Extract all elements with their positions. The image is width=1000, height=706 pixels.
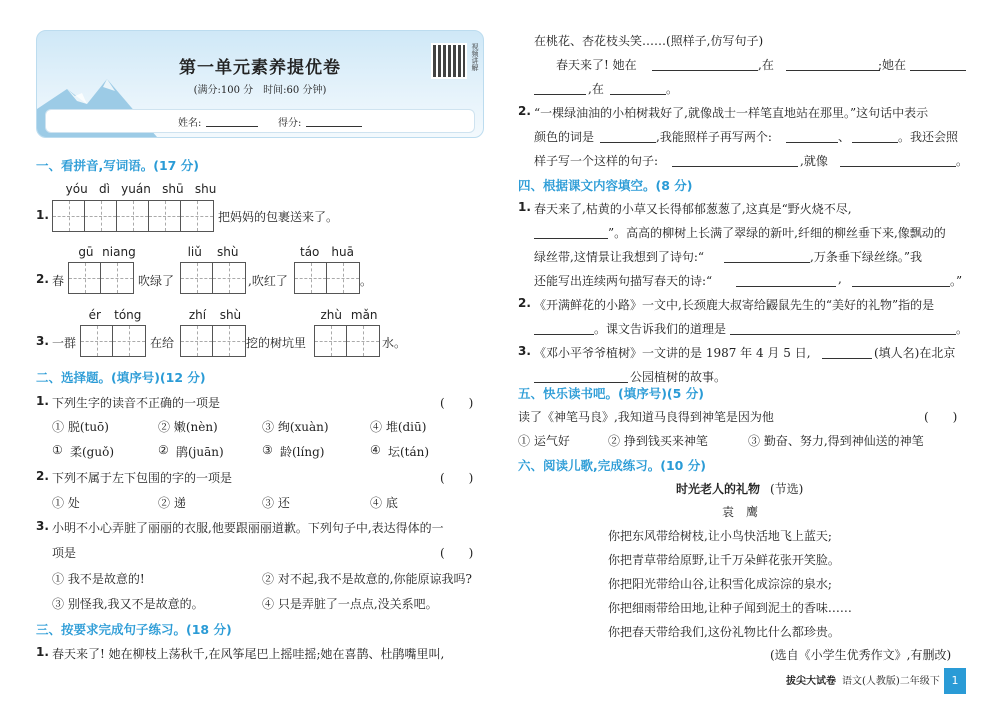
pinyin: yuán: [121, 182, 151, 196]
page-number: 1: [944, 668, 966, 694]
exam-meta: (满分:100 分 时间:60 分钟): [193, 85, 327, 96]
s3-q2-text2c: 、: [838, 130, 851, 144]
s4-q1-l2: ”。高高的柳树上长满了翠绿的新叶,纤细的柳丝垂下来,像飘动的: [608, 226, 946, 240]
s1-q3-grid-2[interactable]: [180, 325, 246, 357]
score-label: 得分:: [278, 118, 302, 129]
s1-q2-mid: 吹绿了: [138, 274, 175, 288]
s1-q2-mid2: ,吹红了: [248, 274, 288, 288]
section-6-title: 六、阅读儿歌,完成练习。(10 分): [518, 458, 706, 473]
answer-paren[interactable]: ( ): [440, 396, 474, 410]
s5-text: 读了《神笔马良》,我知道马良得到神笔是因为他: [518, 410, 774, 424]
option[interactable]: ① 处: [52, 496, 80, 510]
answer-line[interactable]: [610, 82, 666, 95]
answer-line[interactable]: [736, 274, 836, 287]
pinyin: shu: [194, 182, 217, 196]
option[interactable]: 坛(tán): [388, 445, 430, 459]
pinyin: ér: [88, 308, 101, 322]
s3-q1-fill4: ,在: [588, 82, 604, 96]
s3-q2-text3a: 样子写一个这样的句子:: [534, 154, 659, 168]
poem-title-note: (节选): [770, 482, 804, 496]
option[interactable]: 鹃(juān): [176, 445, 224, 459]
poem-line: 你把东风带给树枝,让小鸟快活地飞上蓝天;: [608, 529, 832, 543]
s3-q2-text: “一棵绿油油的小柏树栽好了,就像战士一样笔直地站在那里。”这句话中表示: [534, 106, 929, 120]
s3-q1-fill1: 春天来了! 她在: [556, 58, 637, 72]
s2-q1-text: 下列生字的读音不正确的一项是: [52, 396, 221, 410]
s3-q2-text3b: ,就像: [800, 154, 828, 168]
s1-q2-end: 。: [360, 274, 373, 288]
poem-line: 你把春天带给我们,这份礼物比什么都珍贵。: [608, 625, 840, 639]
name-label: 姓名:: [178, 118, 202, 129]
answer-line[interactable]: [852, 274, 950, 287]
qr-code-icon[interactable]: [433, 45, 465, 77]
pinyin: shù: [216, 245, 239, 259]
answer-paren[interactable]: ( ): [924, 410, 958, 424]
s1-q2-number: 2.: [36, 272, 49, 286]
pinyin: liǔ: [187, 245, 202, 259]
answer-line[interactable]: [840, 154, 956, 167]
s1-q3-mid2: 挖的树坑里: [246, 336, 307, 350]
s4-q1-number: 1.: [518, 200, 531, 214]
s1-q2-grid-3[interactable]: [294, 262, 360, 294]
s4-q3-mid: (填人名)在北京: [874, 346, 956, 360]
section-1-title: 一、看拼音,写词语。(17 分): [36, 158, 199, 173]
answer-line[interactable]: [600, 130, 656, 143]
pinyin: mǎn: [350, 308, 378, 322]
option[interactable]: 龄(líng): [280, 445, 325, 459]
pinyin: tóng: [114, 308, 142, 322]
s1-q3-pre: 一群: [52, 336, 77, 350]
option[interactable]: ② 对不起,我不是故意的,你能原谅我吗?: [262, 572, 472, 586]
option-marker: ③: [262, 443, 273, 457]
answer-line[interactable]: [534, 226, 608, 239]
s1-q2-grid-1[interactable]: [68, 262, 134, 294]
option-marker: ①: [52, 443, 63, 457]
footer-brand: 拔尖大试卷: [786, 676, 836, 687]
section-4-title: 四、根据课文内容填空。(8 分): [518, 178, 693, 193]
option[interactable]: ③ 勤奋、努力,得到神仙送的神笔: [748, 434, 924, 448]
option-marker: ④: [370, 443, 381, 457]
pinyin: shù: [219, 308, 242, 322]
option[interactable]: ④ 底: [370, 496, 398, 510]
s1-q2-grid-2[interactable]: [180, 262, 246, 294]
footer-subject: 语文(人教版)二年级下: [842, 676, 940, 687]
s3-q1-text: 春天来了! 她在柳枝上荡秋千,在风筝尾巴上摇哇摇;她在喜鹊、杜鹃嘴里叫,: [52, 647, 445, 661]
answer-line[interactable]: [534, 370, 628, 383]
option-marker: ②: [158, 443, 169, 457]
s1-q1-number: 1.: [36, 208, 49, 222]
answer-line[interactable]: [786, 58, 880, 71]
s1-q3-pinyin-1: [82, 308, 148, 322]
s3-q2-text2a: 颜色的词是: [534, 130, 595, 144]
section-5-title: 五、快乐读书吧。(填序号)(5 分): [518, 386, 704, 401]
qr-label: 视频讲解: [471, 43, 479, 71]
pinyin: niang: [102, 245, 136, 259]
pinyin: dì: [98, 182, 110, 196]
poem-author: 袁 鹰: [722, 505, 759, 519]
answer-line[interactable]: [852, 130, 898, 143]
poem-line: 你把细雨带给田地,让种子闻到泥土的香味……: [608, 601, 852, 615]
s4-q1-l4c: 。”: [950, 274, 963, 288]
s3-q1-fill2: ,在: [758, 58, 774, 72]
answer-line[interactable]: [822, 346, 872, 359]
s4-q1-l3a: 绿丝带,这情景让我想到了诗句:“: [534, 250, 704, 264]
option[interactable]: ① 运气好: [518, 434, 570, 448]
poem-title: 时光老人的礼物: [676, 482, 761, 496]
s1-q3-number: 3.: [36, 334, 49, 348]
s1-q3-pinyin-3: [316, 308, 382, 322]
s1-q2-pre: 春: [52, 274, 65, 288]
s4-q2-l2: 。课文告诉我们的道理是: [594, 322, 727, 336]
s1-q3-mid: 在给: [150, 336, 175, 350]
pinyin: gū: [78, 245, 94, 259]
poem-line: 你把阳光带给山谷,让积雪化成淙淙的泉水;: [608, 577, 832, 591]
name-field[interactable]: [206, 114, 258, 127]
s2-q2-number: 2.: [36, 469, 49, 483]
answer-line[interactable]: [534, 322, 594, 335]
option[interactable]: ① 脱(tuō): [52, 420, 109, 434]
s2-q1-number: 1.: [36, 394, 49, 408]
s4-q3-l2: 公园植树的故事。: [630, 370, 727, 384]
pinyin: huā: [331, 245, 354, 259]
s1-q3-end: 水。: [382, 336, 407, 350]
s2-q2-text: 下列不属于左下包围的字的一项是: [52, 471, 233, 485]
s3-q2-text2b: ,我能照样子再写两个:: [656, 130, 772, 144]
s3-q2-number: 2.: [518, 104, 531, 118]
s3-q2-text2d: 。我还会照: [898, 130, 959, 144]
s1-q3-grid-1[interactable]: [80, 325, 146, 357]
pinyin: zhù: [320, 308, 342, 322]
pinyin: shū: [162, 182, 184, 196]
s4-q2-number: 2.: [518, 296, 531, 310]
header-panel: [36, 30, 484, 138]
s2-q3-text2: 项是: [52, 546, 77, 560]
score-field[interactable]: [306, 114, 362, 127]
s4-q3-number: 3.: [518, 344, 531, 358]
option[interactable]: ② 递: [158, 496, 186, 510]
s2-q3-text: 小明不小心弄脏了丽丽的衣服,他要跟丽丽道歉。下列句子中,表达得体的一: [52, 521, 444, 535]
s1-q1-grid[interactable]: [52, 200, 214, 232]
answer-paren[interactable]: ( ): [440, 546, 474, 560]
answer-line[interactable]: [724, 250, 810, 263]
option[interactable]: ③ 别怪我,我又不是故意的。: [52, 597, 204, 611]
answer-line[interactable]: [534, 82, 586, 95]
s1-q3-pinyin-2: [182, 308, 248, 322]
option[interactable]: ③ 还: [262, 496, 290, 510]
s4-q3-text: 《邓小平爷爷植树》一文讲的是 1987 年 4 月 5 日,: [534, 346, 811, 360]
section-3-title: 三、按要求完成句子练习。(18 分): [36, 622, 232, 637]
s4-q2-l2end: 。: [956, 322, 969, 336]
s2-q3-number: 3.: [36, 519, 49, 533]
option[interactable]: ① 我不是故意的!: [52, 572, 145, 586]
s4-q2-text: 《开满鲜花的小路》一文中,长颈鹿大叔寄给鼹鼠先生的“美好的礼物”指的是: [534, 298, 935, 312]
s3-q1-fill5: 。: [666, 82, 679, 96]
s3-q1-text2: 在桃花、杏花枝头笑……(照样子,仿写句子): [534, 34, 764, 48]
s1-q3-grid-3[interactable]: [314, 325, 380, 357]
pinyin: zhí: [188, 308, 207, 322]
option[interactable]: ④ 堆(diū): [370, 420, 427, 434]
poem-source: (选自《小学生优秀作文》,有删改): [770, 648, 952, 662]
pinyin: yóu: [65, 182, 88, 196]
name-score-bar: [45, 109, 475, 133]
option[interactable]: ② 嫩(nèn): [158, 420, 218, 434]
answer-paren[interactable]: ( ): [440, 471, 474, 485]
s3-q1-number: 1.: [36, 645, 49, 659]
pinyin: táo: [300, 245, 320, 259]
s4-q1-l4a: 还能写出连续两句描写春天的诗:“: [534, 274, 713, 288]
s4-q1-text: 春天来了,枯黄的小草又长得郁郁葱葱了,这真是“野火烧不尽,: [534, 202, 852, 216]
s1-q1-pinyin: [60, 182, 222, 196]
s4-q1-l4b: ,: [838, 272, 842, 286]
answer-line[interactable]: [786, 130, 838, 143]
option[interactable]: ② 挣到钱买来神笔: [608, 434, 708, 448]
s1-q2-pinyin-3: [294, 245, 360, 259]
s3-q1-fill3: ;她在: [878, 58, 907, 72]
page-title: 第一单元素养提优卷: [179, 58, 341, 78]
answer-line[interactable]: [730, 322, 956, 335]
answer-line[interactable]: [672, 154, 798, 167]
poem-line: 你把青草带给原野,让千万朵鲜花张开笑脸。: [608, 553, 840, 567]
s3-q2-text3c: 。: [956, 154, 969, 168]
s1-q2-pinyin-1: [74, 245, 140, 259]
s1-q2-pinyin-2: [180, 245, 246, 259]
option[interactable]: ③ 绚(xuàn): [262, 420, 329, 434]
answer-line[interactable]: [652, 58, 758, 71]
option[interactable]: 柔(guǒ): [70, 445, 114, 459]
option[interactable]: ④ 只是弄脏了一点点,没关系吧。: [262, 597, 438, 611]
s1-q1-after: 把妈妈的包裹送来了。: [218, 210, 339, 224]
section-2-title: 二、选择题。(填序号)(12 分): [36, 370, 206, 385]
s4-q1-l3b: ,万条垂下绿丝绦。”我: [810, 250, 922, 264]
answer-line[interactable]: [910, 58, 966, 71]
